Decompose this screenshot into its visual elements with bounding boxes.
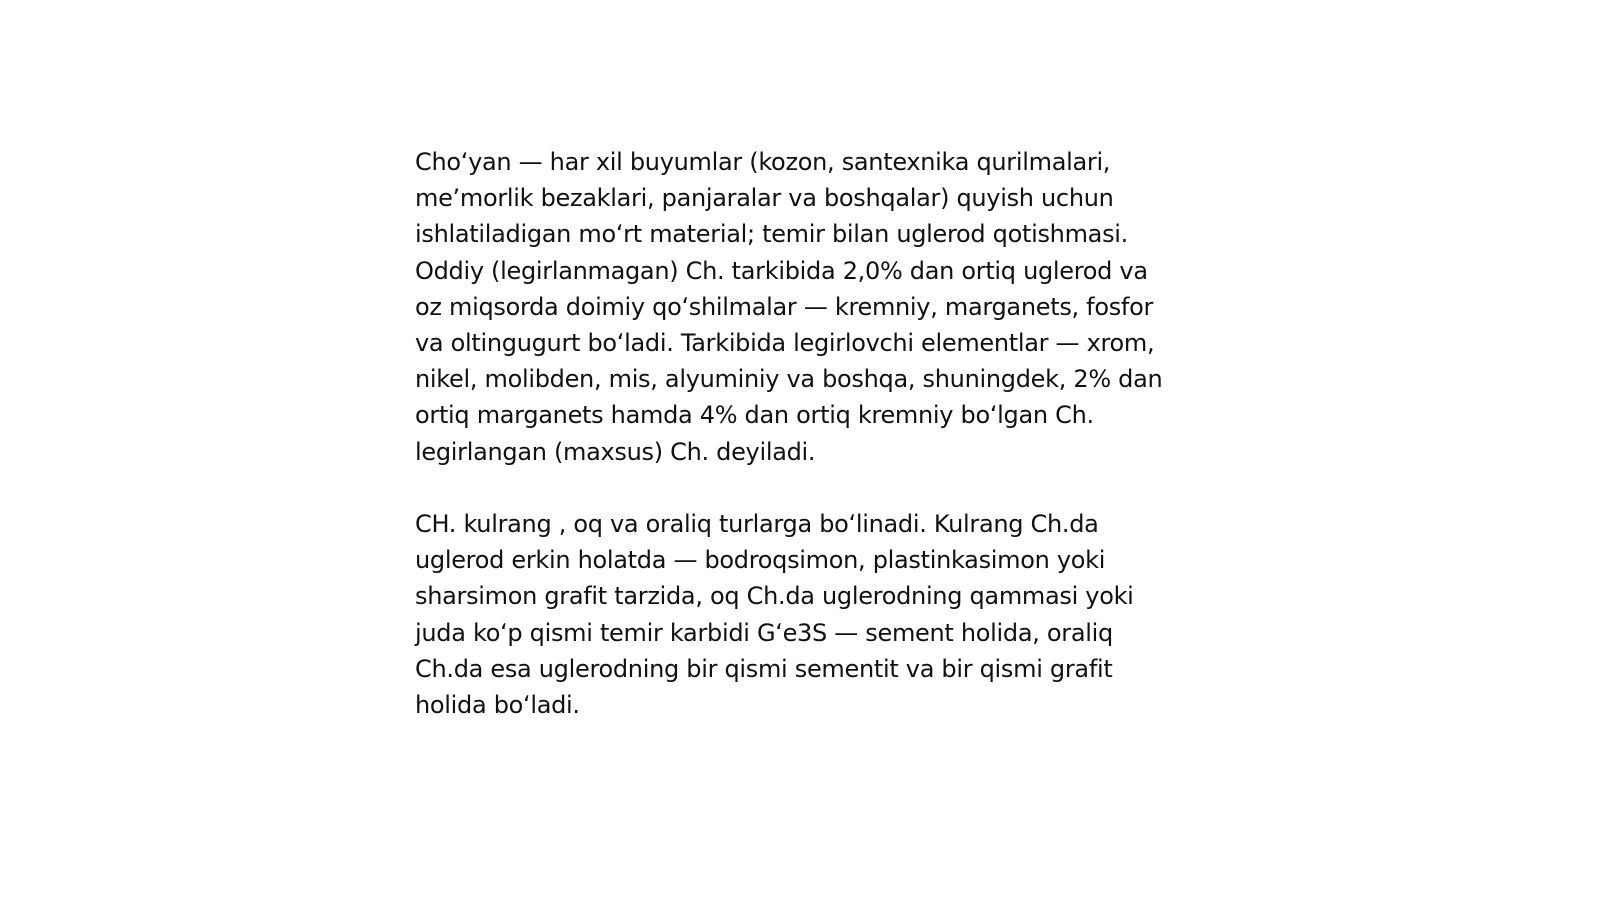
paragraph-line: Choʻyan — har xil buyumlar (kozon, santexnika qurilmalari,: [415, 148, 1111, 176]
paragraph-line: ortiq marganets hamda 4% dan ortiq kremniy boʻlgan Ch.: [415, 401, 1094, 430]
paragraph-line: meʼmorlik bezaklari, panjaralar va boshqalar) quyish uchun: [415, 184, 1114, 213]
paragraph-1: [415, 144, 1215, 470]
paragraph-line: oz miqsorda doimiy qoʻshilmalar — kremniy, marganets, fosfor: [415, 292, 1154, 321]
paragraph-line: sharsimon grafit tarzida, oq Ch.da uglerodning qammasi yoki: [415, 582, 1134, 611]
paragraph-line: Oddiy (legirlanmagan) Ch. tarkibida 2,0% dan ortiq uglerod va: [415, 256, 1148, 285]
paragraph-line: ishlatiladigan moʻrt material; temir bilan uglerod qotishmasi.: [415, 220, 1128, 249]
paragraph-line: va oltingugurt boʻladi. Tarkibida legirlovchi elementlar — xrom,: [415, 329, 1155, 358]
paragraph-line: nikel, molibden, mis, alyuminiy va boshqa, shuningdek, 2% dan: [415, 365, 1163, 394]
paragraph-line: uglerod erkin holatda — bodroqsimon, plastinkasimon yoki: [415, 546, 1106, 575]
body-text: [415, 144, 1215, 723]
paragraph-spacer: [415, 470, 1215, 506]
paragraph-2: [415, 506, 1215, 723]
paragraph-line: juda koʻp qismi temir karbidi Gʻe3S — sement holida, oraliq: [415, 618, 1113, 647]
paragraph-line: Ch.da esa uglerodning bir qismi sementit va bir qismi grafit: [415, 654, 1113, 683]
paragraph-line: holida boʻladi.: [415, 691, 580, 720]
paragraph-line: legirlangan (maxsus) Ch. deyiladi.: [415, 437, 816, 466]
paragraph-line: CH. kulrang , oq va oraliq turlarga boʻlinadi. Kulrang Ch.da: [415, 510, 1099, 539]
